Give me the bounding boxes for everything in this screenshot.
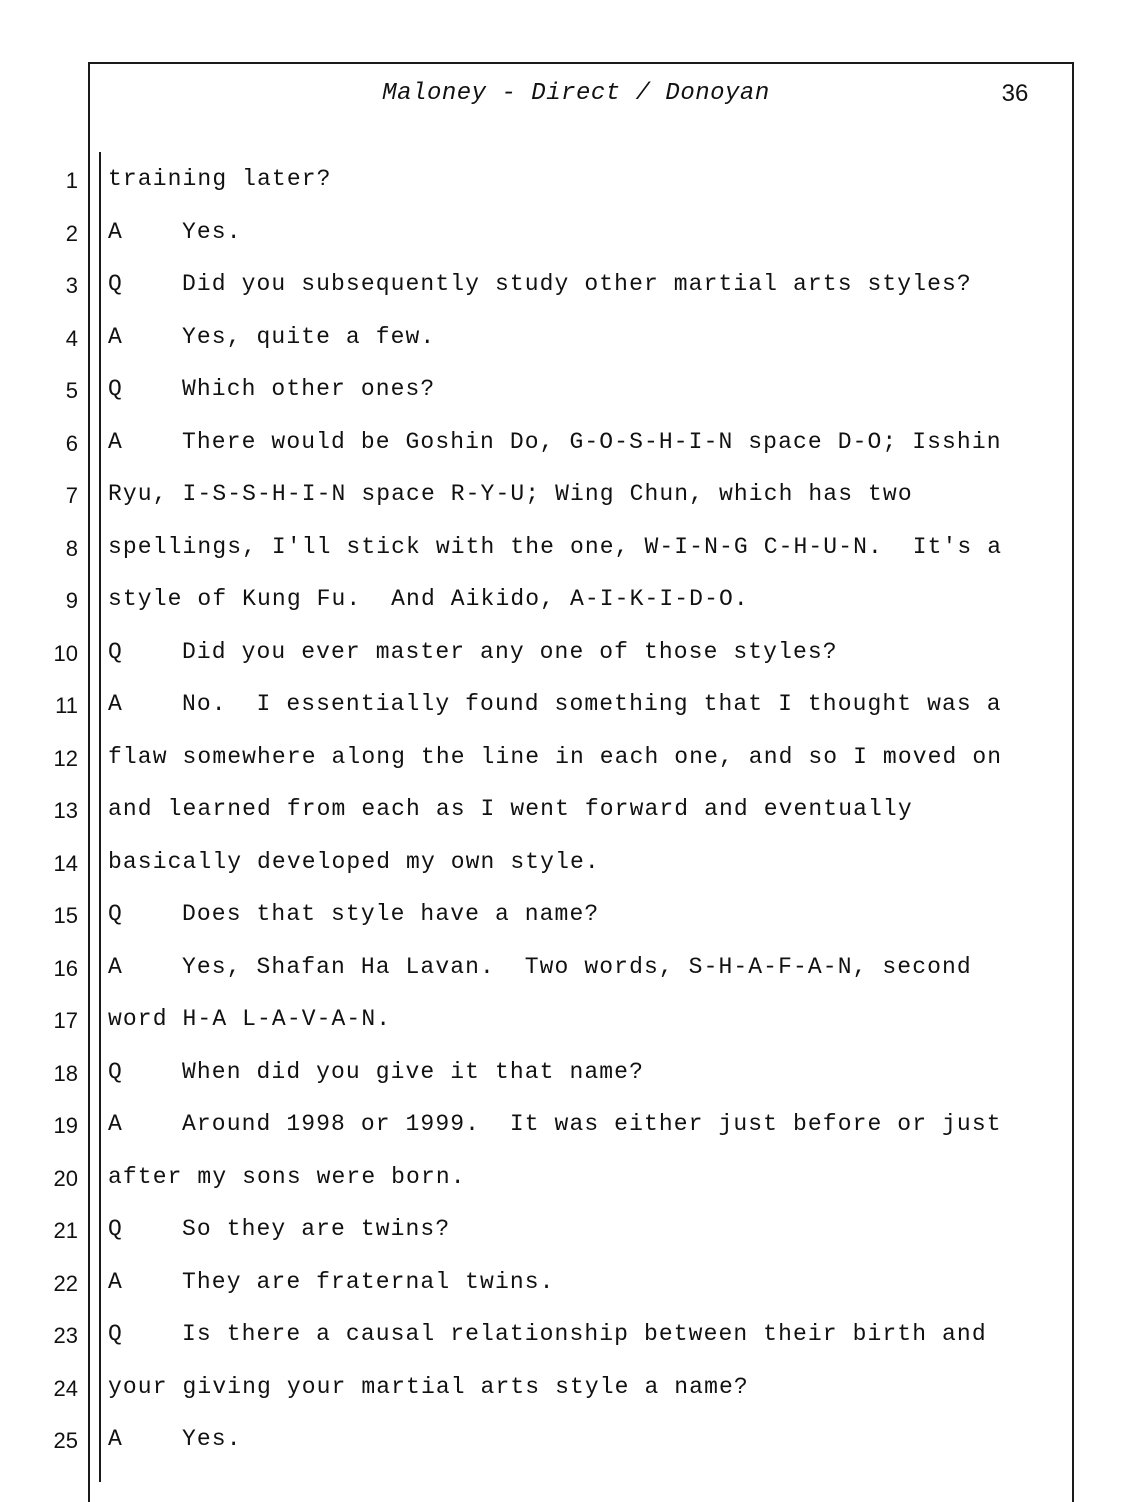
- line-content: spellings, I'll stick with the one, W-I-N-G C-H-U-N. It's a: [108, 533, 1003, 560]
- line-number: 21: [53, 1218, 78, 1243]
- line-number: 23: [53, 1323, 78, 1348]
- line-content: When did you give it that name?: [182, 1058, 644, 1085]
- line-content: So they are twins?: [182, 1216, 451, 1242]
- line-content: basically developed my own style.: [108, 848, 600, 875]
- line-text: [108, 1164, 466, 1190]
- line-number: 10: [53, 640, 78, 666]
- page-header-title: Maloney - Direct / Donoyan: [382, 80, 770, 107]
- line-number: 4: [65, 325, 78, 351]
- line-number: 22: [53, 1270, 78, 1296]
- transcript-line: [0, 366, 1132, 418]
- line-number: 1: [65, 168, 78, 193]
- transcript-line: [0, 419, 1132, 471]
- speaker-label: A: [108, 1111, 123, 1137]
- line-number: 3: [65, 273, 78, 298]
- line-text: [108, 534, 1002, 560]
- line-content: Around 1998 or 1999. It was either just before or just: [182, 1111, 1002, 1137]
- line-content: Yes, quite a few.: [182, 323, 436, 350]
- speaker-label: Q: [108, 376, 123, 402]
- line-content: Yes.: [182, 218, 242, 245]
- line-text: [108, 429, 1002, 455]
- line-text: [108, 1321, 987, 1347]
- line-content: Did you subsequently study other martial arts styles?: [182, 271, 972, 297]
- line-text: [108, 271, 972, 297]
- line-number: 2: [65, 220, 78, 246]
- line-text: [108, 481, 913, 507]
- transcript-line: [0, 839, 1132, 891]
- speaker-label: A: [108, 953, 123, 980]
- line-text: [108, 901, 599, 927]
- line-content: Which other ones?: [182, 376, 436, 402]
- line-content: flaw somewhere along the line in each one, and so I moved on: [108, 743, 1003, 770]
- line-content: your giving your martial arts style a name?: [108, 1373, 749, 1400]
- line-number: 14: [53, 850, 78, 876]
- line-content: Yes.: [182, 1426, 242, 1452]
- line-text: [108, 1006, 391, 1032]
- transcript-line: [0, 261, 1132, 313]
- line-number: 7: [65, 483, 78, 508]
- line-number: 17: [53, 1008, 78, 1033]
- line-content: They are fraternal twins.: [182, 1268, 555, 1295]
- line-content: Does that style have a name?: [182, 901, 600, 927]
- line-content: training later?: [108, 166, 332, 192]
- page-number: 36: [1001, 80, 1029, 107]
- line-content: Ryu, I-S-S-H-I-N space R-Y-U; Wing Chun, which has two: [108, 481, 913, 507]
- line-text: [108, 849, 600, 875]
- line-text: [108, 954, 972, 980]
- line-text: [108, 166, 332, 192]
- line-content: style of Kung Fu. And Aikido, A-I-K-I-D-O.: [108, 586, 749, 612]
- line-text: [108, 324, 435, 350]
- transcript-line: [0, 1259, 1132, 1311]
- speaker-label: Q: [108, 1216, 123, 1242]
- transcript-line: [0, 471, 1132, 523]
- line-content: Did you ever master any one of those styles?: [182, 638, 838, 665]
- speaker-label: A: [108, 1426, 123, 1452]
- transcript-line: [0, 209, 1132, 261]
- line-number: 19: [53, 1113, 78, 1138]
- line-text: [108, 219, 242, 245]
- speaker-label: A: [108, 428, 123, 455]
- line-text: [108, 376, 435, 402]
- line-number: 11: [55, 693, 78, 718]
- transcript-line: [0, 891, 1132, 943]
- speaker-label: Q: [108, 1321, 123, 1347]
- line-content: Is there a causal relationship between their birth and: [182, 1321, 987, 1347]
- transcript-line: [0, 1154, 1132, 1206]
- line-text: [108, 1269, 555, 1295]
- line-text: [108, 691, 1002, 717]
- speaker-label: A: [108, 691, 123, 717]
- speaker-label: A: [108, 323, 123, 350]
- line-text: [108, 586, 749, 612]
- speaker-label: Q: [108, 1058, 123, 1085]
- line-content: No. I essentially found something that I thought was a: [182, 691, 1002, 717]
- line-number: 8: [65, 535, 78, 561]
- speaker-label: Q: [108, 271, 123, 297]
- line-content: after my sons were born.: [108, 1163, 466, 1190]
- speaker-label: Q: [108, 638, 123, 665]
- transcript-line: [0, 524, 1132, 576]
- transcript-line: [0, 314, 1132, 366]
- line-number: 6: [65, 430, 78, 456]
- line-content: and learned from each as I went forward and eventually: [108, 796, 913, 822]
- transcript-line: [0, 1311, 1132, 1363]
- transcript-line: [0, 996, 1132, 1048]
- line-number: 15: [53, 903, 78, 928]
- line-number: 12: [53, 745, 78, 771]
- line-text: [108, 1426, 242, 1452]
- transcript-line: [0, 734, 1132, 786]
- line-text: [108, 1059, 644, 1085]
- transcript-line: [0, 786, 1132, 838]
- transcript-line: [0, 629, 1132, 681]
- speaker-label: A: [108, 1268, 123, 1295]
- speaker-label: A: [108, 218, 123, 245]
- line-number: 16: [53, 955, 78, 981]
- line-text: [108, 796, 913, 822]
- line-number: 5: [65, 378, 78, 403]
- transcript-line: [0, 1364, 1132, 1416]
- line-content: word H-A L-A-V-A-N.: [108, 1006, 392, 1032]
- transcript-line: [0, 681, 1132, 733]
- line-content: Yes, Shafan Ha Lavan. Two words, S-H-A-F-A-N, second: [182, 953, 972, 980]
- speaker-label: Q: [108, 901, 123, 927]
- line-number: 20: [53, 1165, 78, 1191]
- line-text: [108, 1374, 749, 1400]
- transcript-line: [0, 1049, 1132, 1101]
- line-text: [108, 744, 1002, 770]
- line-text: [108, 639, 838, 665]
- line-number: 24: [53, 1375, 78, 1401]
- transcript-line: [0, 1416, 1132, 1468]
- line-text: [108, 1216, 450, 1242]
- transcript-line: [0, 1206, 1132, 1258]
- line-number: 9: [65, 588, 78, 613]
- transcript-line: [0, 156, 1132, 208]
- line-content: There would be Goshin Do, G-O-S-H-I-N space D-O; Isshin: [182, 428, 1002, 455]
- transcript-line: [0, 576, 1132, 628]
- line-text: [108, 1111, 1002, 1137]
- line-number: 13: [53, 798, 78, 823]
- line-number: 25: [53, 1428, 78, 1453]
- transcript-line: [0, 944, 1132, 996]
- transcript-line: [0, 1101, 1132, 1153]
- line-number: 18: [53, 1060, 78, 1086]
